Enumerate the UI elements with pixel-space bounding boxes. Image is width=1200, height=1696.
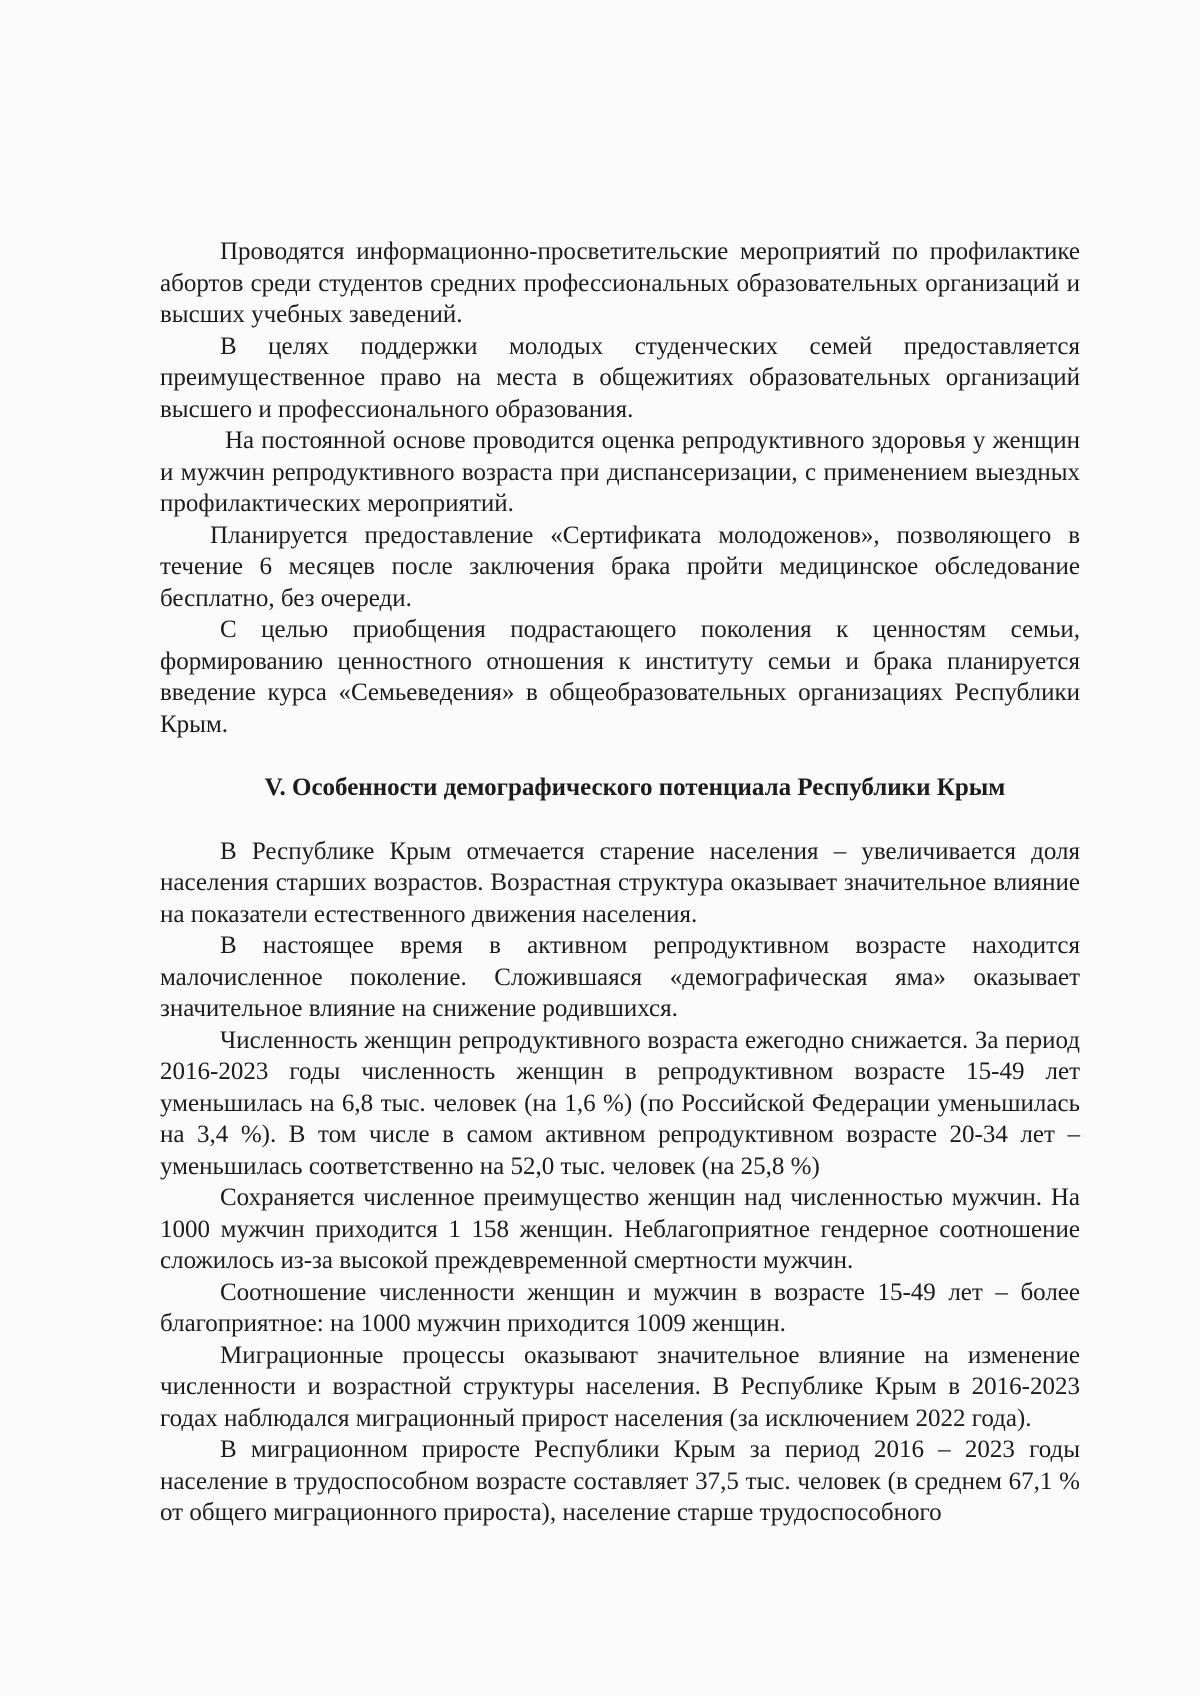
document-body: [160, 236, 1080, 1529]
paragraph-reproductive-health: На постоянной основе проводится оценка репродуктивного здоровья у женщин и мужчин репродуктивного возраста при диспансеризации, с применением выездных профилактических мероприятий.: [160, 427, 1080, 517]
section-heading: V. Особенности демографического потенциала Республики Крым: [264, 774, 1006, 801]
paragraph-student-families: В целях поддержки молодых студенческих семей предоставляется преимущественное право на места в общежитиях образовательных организаций высшего и профессионального образования.: [160, 332, 1080, 423]
paragraph-ratio-15-49: Соотношение численности женщин и мужчин в возрасте 15-49 лет – более благоприятное: на 1000 мужчин приходится 1009 женщин.: [160, 1278, 1080, 1337]
paragraph-gender-ratio: Сохраняется численное преимущество женщин над численностью мужчин. На 1000 мужчин приходится 1 158 женщин. Неблагоприятное гендерное соотношение сложилось из-за высокой преждевременной смертности мужчин.: [160, 1184, 1080, 1274]
paragraph-women-reproductive-age: Численность женщин репродуктивного возраста ежегодно снижается. За период 2016-2023 годы численность женщин в репродуктивном возрасте 15-49 лет уменьшилась на 6,8 тыс. человек (на 1,6 %) (по Российской Федерации уменьшилась на 3,4 %). В том числе в самом активном репродуктивном возрасте 20-34 лет – уменьшилась соответственно на 52,0 тыс. человек (на 25,8 %): [160, 1026, 1080, 1180]
paragraph-newlyweds-certificate: Планируется предоставление «Сертификата молодоженов», позволяющего в течение 6 месяцев после заключения брака пройти медицинское обследование бесплатно, без очереди.: [160, 521, 1080, 612]
paragraph-population-aging: В Республике Крым отмечается старение населения – увеличивается доля населения старших возрастов. Возрастная структура оказывает значительное влияние на показатели естественного движения населения.: [160, 837, 1080, 928]
paragraph-demographic-pit: В настоящее время в активном репродуктивном возрасте находится малочисленное поколение. Сложившаяся «демографическая яма» оказывает значительное влияние на снижение родившихся.: [160, 932, 1080, 1022]
paragraph-family-studies-course: С целью приобщения подрастающего поколения к ценностям семьи, формированию ценностного отношения к институту семьи и брака планируется введение курса «Семьеведения» в общеобразовательных организациях Республики Крым.: [160, 616, 1080, 738]
paragraph-migration-growth: В миграционном приросте Республики Крым за период 2016 – 2023 годы население в трудоспособном возрасте составляет 37,5 тыс. человек (в среднем 67,1 % от общего миграционного прироста), население старше трудоспособного: [160, 1436, 1080, 1526]
paragraph-abortion-prevention: Проводятся информационно-просветительские мероприятий по профилактике абортов среди студентов средних профессиональных образовательных организаций и высших учебных заведений.: [160, 238, 1080, 328]
paragraph-migration: Миграционные процессы оказывают значительное влияние на изменение численности и возрастной структуры населения. В Республике Крым в 2016-2023 годах наблюдался миграционный прирост населения (за исключением 2022 года).: [160, 1341, 1080, 1432]
